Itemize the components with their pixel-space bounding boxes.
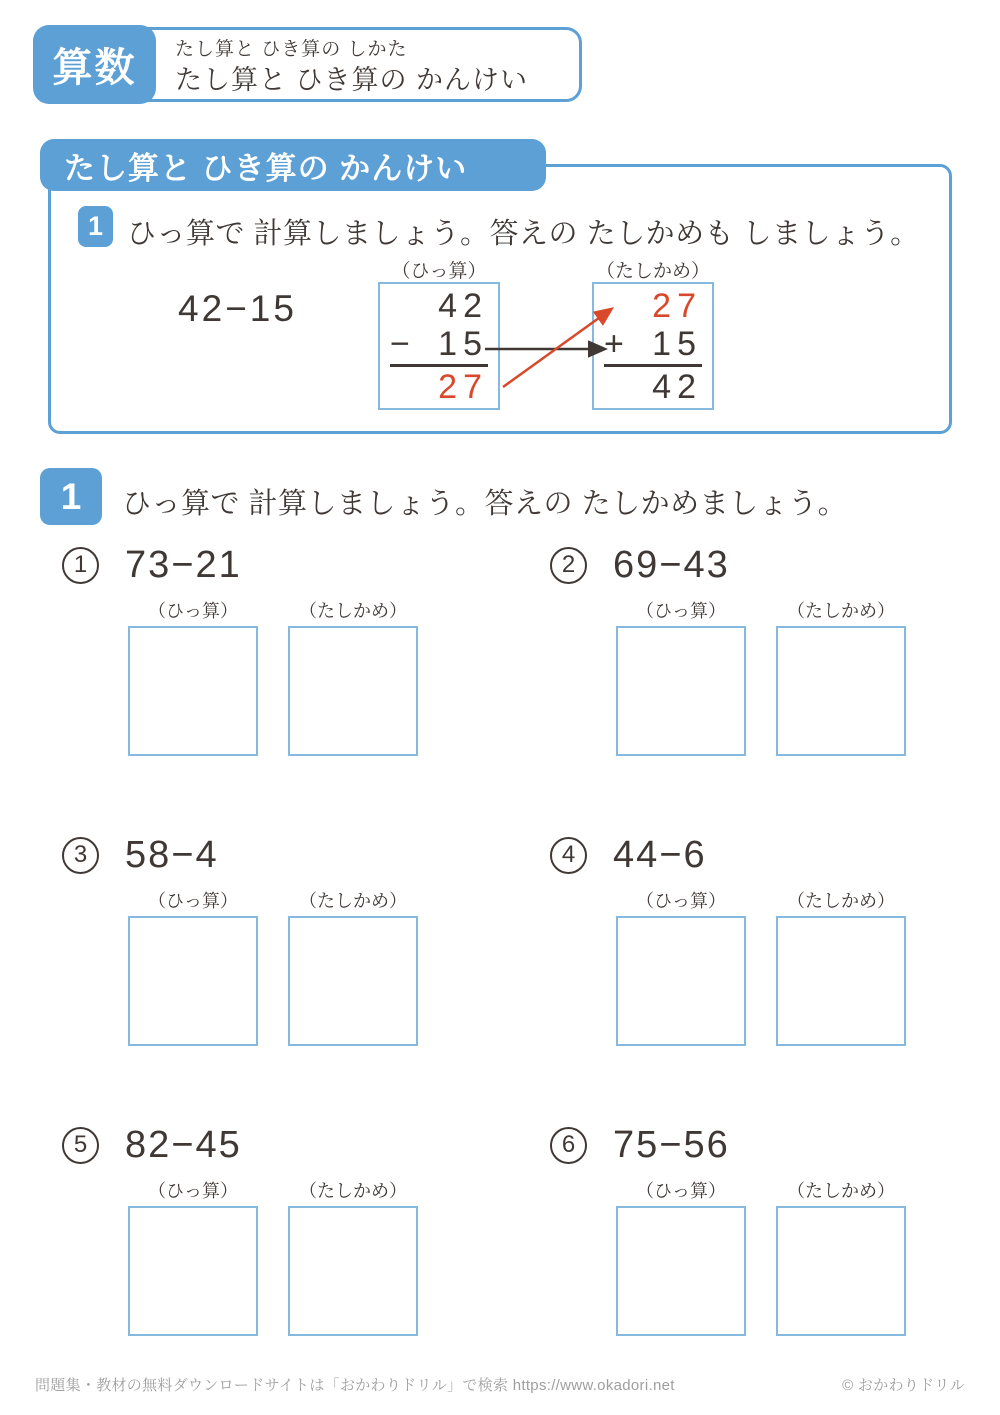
- problem-2-number-circle: [550, 547, 587, 584]
- problem-1-boxes: [128, 600, 480, 756]
- problem-3-expression: 58−4: [125, 833, 219, 876]
- tashikame-label: （たしかめ）: [299, 891, 407, 911]
- problem-2-boxes: [616, 600, 968, 756]
- problem-3-tashikame-answer-box[interactable]: [288, 916, 418, 1046]
- problem-1-number: 1: [73, 551, 88, 578]
- lesson-section-tab: たし算と ひき算の かんけい: [40, 139, 546, 191]
- example-number-badge: 1: [78, 206, 113, 247]
- problem-4-tashikame-answer-box[interactable]: [776, 916, 906, 1046]
- problem-6-boxes: [616, 1180, 968, 1336]
- plus-operator: +: [604, 325, 624, 363]
- problem-6-number: 6: [561, 1131, 576, 1158]
- problem-2-number: 2: [561, 551, 576, 578]
- exercise-instruction: ひっ算で 計算しましょう。答えの たしかめましょう。: [122, 488, 848, 520]
- tashikame-label: （たしかめ）: [787, 601, 895, 621]
- hissan-label: （ひっ算）: [148, 1181, 238, 1201]
- example-expression: 42−15: [178, 288, 297, 329]
- footer-site-info: 問題集・教材の無料ダウンロードサイトは「おかわりドリル」で検索 https://www.okadori.net: [35, 1377, 675, 1394]
- problem-4-boxes: [616, 890, 968, 1046]
- problem-1-head: [62, 542, 480, 588]
- problem-3-boxes: [128, 890, 480, 1046]
- hissan-label: （ひっ算）: [148, 891, 238, 911]
- hissan-subtrahend: 15: [438, 325, 488, 363]
- problem-5-head: [62, 1122, 480, 1168]
- problem-5: [40, 1122, 480, 1336]
- problem-5-boxes: [128, 1180, 480, 1336]
- example-check-arrows: [478, 295, 628, 400]
- worksheet-title-box: [120, 27, 582, 102]
- minus-operator: −: [390, 325, 410, 363]
- problem-5-number: 5: [73, 1131, 88, 1158]
- problem-6-number-circle: [550, 1127, 587, 1164]
- problem-6-tashikame-answer-box[interactable]: [776, 1206, 906, 1336]
- subject-badge: 算数: [33, 25, 156, 104]
- hissan-label: （ひっ算）: [636, 1181, 726, 1201]
- hissan-subtrahend-row: [390, 325, 488, 363]
- problem-5-number-circle: [62, 1127, 99, 1164]
- example-hissan-label: （ひっ算）: [391, 261, 487, 282]
- problem-6-head: [550, 1122, 968, 1168]
- example-instruction: ひっ算で 計算しましょう。答えの たしかめも しましょう。: [127, 218, 920, 250]
- tashikame-addend2: 15: [652, 325, 702, 363]
- problem-6-expression: 75−56: [613, 1123, 730, 1166]
- example-tashikame-label: （たしかめ）: [595, 261, 710, 282]
- problem-5-hissan-answer-box[interactable]: [128, 1206, 258, 1336]
- worksheet-title: たし算と ひき算の かんけい: [175, 65, 529, 95]
- exercise-number-badge: 1: [40, 468, 102, 525]
- problem-2-tashikame-answer-box[interactable]: [776, 626, 906, 756]
- problem-4-number: 4: [561, 841, 576, 868]
- problem-3-number: 3: [73, 841, 88, 868]
- problem-4-head: [550, 832, 968, 878]
- hissan-label: （ひっ算）: [148, 601, 238, 621]
- hissan-result: 27: [438, 368, 488, 406]
- hissan-minuend: 42: [438, 287, 488, 325]
- problem-1-hissan-answer-box[interactable]: [128, 626, 258, 756]
- problem-3: [40, 832, 480, 1046]
- problem-3-number-circle: [62, 837, 99, 874]
- hissan-label: （ひっ算）: [636, 601, 726, 621]
- problem-1-expression: 73−21: [125, 543, 242, 586]
- problem-4-hissan-answer-box[interactable]: [616, 916, 746, 1046]
- problem-1-number-circle: [62, 547, 99, 584]
- problem-1: [40, 542, 480, 756]
- problem-4-number-circle: [550, 837, 587, 874]
- tashikame-result: 42: [652, 368, 702, 406]
- tashikame-label: （たしかめ）: [299, 1181, 407, 1201]
- problem-1-tashikame-answer-box[interactable]: [288, 626, 418, 756]
- problem-6-hissan-answer-box[interactable]: [616, 1206, 746, 1336]
- hissan-rule-line: [390, 364, 488, 367]
- problem-3-hissan-answer-box[interactable]: [128, 916, 258, 1046]
- problem-2-expression: 69−43: [613, 543, 730, 586]
- tashikame-label: （たしかめ）: [787, 891, 895, 911]
- problem-2-hissan-answer-box[interactable]: [616, 626, 746, 756]
- problem-5-tashikame-answer-box[interactable]: [288, 1206, 418, 1336]
- problem-6: [528, 1122, 968, 1336]
- problem-2-head: [550, 542, 968, 588]
- tashikame-label: （たしかめ）: [299, 601, 407, 621]
- hissan-label: （ひっ算）: [636, 891, 726, 911]
- problem-3-head: [62, 832, 480, 878]
- tashikame-label: （たしかめ）: [787, 1181, 895, 1201]
- problem-2: [528, 542, 968, 756]
- worksheet-subtitle: たし算と ひき算の しかた: [175, 39, 408, 60]
- tashikame-addend1: 27: [652, 287, 702, 325]
- footer-copyright: © おかわりドリル: [842, 1377, 965, 1394]
- problem-4: [528, 832, 968, 1046]
- problem-4-expression: 44−6: [613, 833, 707, 876]
- problem-5-expression: 82−45: [125, 1123, 242, 1166]
